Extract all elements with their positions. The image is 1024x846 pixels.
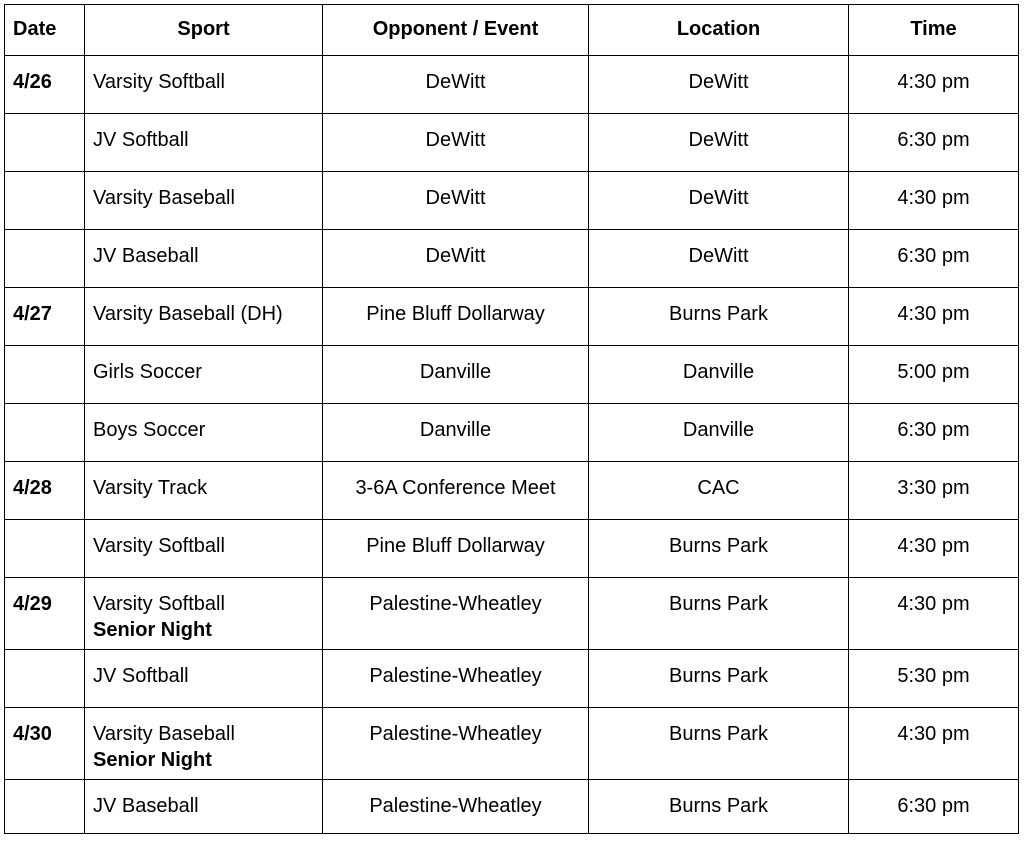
time-cell: 6:30 pm — [849, 230, 1019, 288]
date-cell — [5, 230, 85, 288]
sport-cell — [85, 708, 323, 780]
opponent-cell: Palestine-Wheatley — [323, 578, 589, 650]
date-cell: 4/29 — [5, 578, 85, 650]
location-cell: Burns Park — [589, 708, 849, 780]
sport-cell — [85, 114, 323, 172]
sport-label: Boys Soccer — [93, 419, 206, 441]
sport-cell — [85, 520, 323, 578]
table-row — [5, 172, 1019, 230]
date-cell — [5, 650, 85, 708]
header-opponent: Opponent / Event — [323, 5, 589, 56]
sport-label: Varsity Softball — [93, 593, 225, 615]
opponent-cell: DeWitt — [323, 56, 589, 114]
senior-night-note: Senior Night — [93, 619, 212, 641]
sport-cell — [85, 650, 323, 708]
table-row — [5, 230, 1019, 288]
location-cell: CAC — [589, 462, 849, 520]
time-cell: 4:30 pm — [849, 172, 1019, 230]
location-cell: Burns Park — [589, 288, 849, 346]
sport-cell — [85, 780, 323, 834]
header-date: Date — [5, 5, 85, 56]
sport-label: JV Softball — [93, 665, 189, 687]
schedule-table — [4, 4, 1019, 834]
header-time: Time — [849, 5, 1019, 56]
time-cell: 5:00 pm — [849, 346, 1019, 404]
opponent-cell: DeWitt — [323, 172, 589, 230]
header-row — [5, 5, 1019, 56]
time-cell: 6:30 pm — [849, 404, 1019, 462]
table-header — [5, 5, 1019, 56]
table-row — [5, 578, 1019, 650]
location-cell: Burns Park — [589, 650, 849, 708]
table-row — [5, 346, 1019, 404]
time-cell: 4:30 pm — [849, 520, 1019, 578]
table-row — [5, 462, 1019, 520]
sport-cell — [85, 578, 323, 650]
table-row — [5, 404, 1019, 462]
sport-label: Varsity Baseball — [93, 187, 235, 209]
time-cell: 4:30 pm — [849, 288, 1019, 346]
opponent-cell: Pine Bluff Dollarway — [323, 288, 589, 346]
time-cell: 4:30 pm — [849, 708, 1019, 780]
date-cell — [5, 780, 85, 834]
date-cell: 4/26 — [5, 56, 85, 114]
time-cell: 3:30 pm — [849, 462, 1019, 520]
table-row — [5, 56, 1019, 114]
opponent-cell: Danville — [323, 346, 589, 404]
header-sport: Sport — [85, 5, 323, 56]
location-cell: DeWitt — [589, 114, 849, 172]
sport-label: Varsity Baseball — [93, 723, 235, 745]
table-row — [5, 708, 1019, 780]
time-cell: 6:30 pm — [849, 114, 1019, 172]
opponent-cell: Palestine-Wheatley — [323, 780, 589, 834]
date-cell — [5, 346, 85, 404]
time-cell: 4:30 pm — [849, 578, 1019, 650]
time-cell: 5:30 pm — [849, 650, 1019, 708]
opponent-cell: Pine Bluff Dollarway — [323, 520, 589, 578]
sport-label: Varsity Track — [93, 477, 208, 499]
date-cell — [5, 172, 85, 230]
date-cell: 4/30 — [5, 708, 85, 780]
opponent-cell: Palestine-Wheatley — [323, 650, 589, 708]
table-body — [5, 56, 1019, 834]
sport-cell — [85, 288, 323, 346]
location-cell: Danville — [589, 404, 849, 462]
sport-cell — [85, 404, 323, 462]
header-location: Location — [589, 5, 849, 56]
location-cell: Burns Park — [589, 578, 849, 650]
sport-cell — [85, 56, 323, 114]
sport-label: Varsity Softball — [93, 535, 225, 557]
table-row — [5, 650, 1019, 708]
location-cell: DeWitt — [589, 172, 849, 230]
date-cell — [5, 114, 85, 172]
date-cell — [5, 404, 85, 462]
table-row — [5, 114, 1019, 172]
sport-cell — [85, 346, 323, 404]
sport-label: Varsity Softball — [93, 71, 225, 93]
table-row — [5, 520, 1019, 578]
location-cell: DeWitt — [589, 230, 849, 288]
sport-cell — [85, 230, 323, 288]
date-cell — [5, 520, 85, 578]
location-cell: DeWitt — [589, 56, 849, 114]
senior-night-note: Senior Night — [93, 749, 212, 771]
location-cell: Danville — [589, 346, 849, 404]
opponent-cell: Palestine-Wheatley — [323, 708, 589, 780]
sport-label: JV Softball — [93, 129, 189, 151]
time-cell: 6:30 pm — [849, 780, 1019, 834]
location-cell: Burns Park — [589, 520, 849, 578]
time-cell: 4:30 pm — [849, 56, 1019, 114]
sport-cell — [85, 172, 323, 230]
opponent-cell: 3-6A Conference Meet — [323, 462, 589, 520]
sport-label: JV Baseball — [93, 795, 199, 817]
opponent-cell: DeWitt — [323, 230, 589, 288]
opponent-cell: DeWitt — [323, 114, 589, 172]
date-cell: 4/28 — [5, 462, 85, 520]
date-cell: 4/27 — [5, 288, 85, 346]
sport-label: Girls Soccer — [93, 361, 202, 383]
table-row — [5, 288, 1019, 346]
location-cell: Burns Park — [589, 780, 849, 834]
opponent-cell: Danville — [323, 404, 589, 462]
sport-cell — [85, 462, 323, 520]
sport-label: JV Baseball — [93, 245, 199, 267]
sport-label: Varsity Baseball (DH) — [93, 303, 283, 325]
table-row — [5, 780, 1019, 834]
